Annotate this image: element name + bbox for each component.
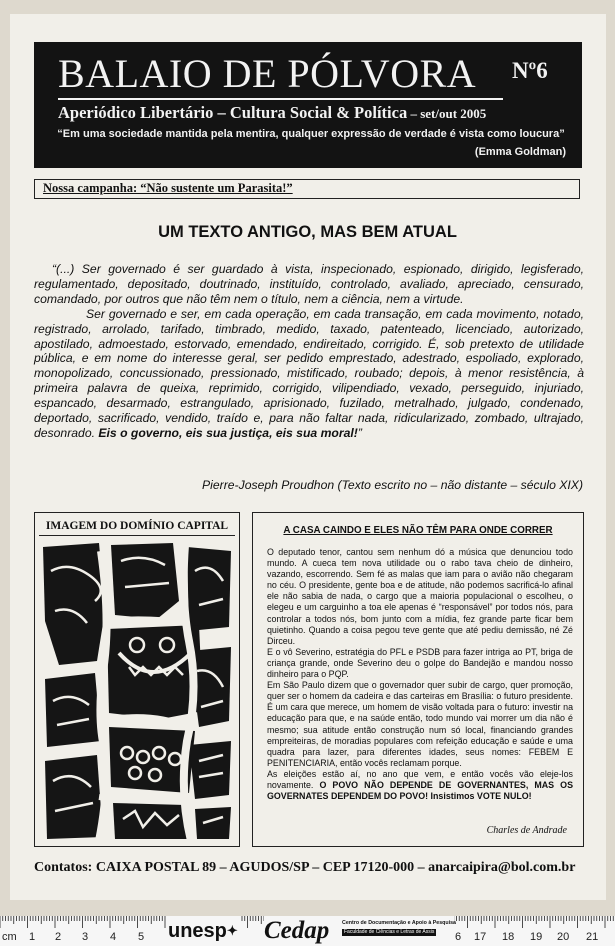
ruler-label: 1 <box>29 931 36 943</box>
article-signature: Pierre-Joseph Proudhon (Texto escrito no – não distante – século XIX) <box>202 478 583 492</box>
newsletter-subtitle <box>58 103 486 123</box>
ruler-unit: cm <box>2 931 17 943</box>
article-paragraph-2 <box>34 307 584 441</box>
ruler-label: 3 <box>82 931 89 943</box>
ruler-label: 17 <box>474 931 487 943</box>
contacts-line: Contatos: CAIXA POSTAL 89 – AGUDOS/SP – CEP 17120-000 – anarcaipira@bol.com.br <box>34 860 576 875</box>
article-paragraph-2-bold: Eis o governo, eis sua justiça, eis sua moral! <box>98 425 358 440</box>
cedap-faculty: Faculdade de Ciências e Letras de Assis <box>344 929 435 935</box>
ruler-label: 6 <box>455 931 462 943</box>
news-box <box>252 512 584 847</box>
ruler-label: 5 <box>138 931 145 943</box>
news-paragraph-3: Em São Paulo dizem que o governador quer subir de cargo, quer promoção, quer ser o homem da cadeira e das carteiras em Brasília: o futuro presidente. É um cara que merece, um homem de visão voltada para o futuro: investir na educação para que, e na saúde então, todo mundo vai morrer um dia não é mesmo; sua atitude então construção num só local, financiando grandes empreiteiras, de moradias populares com refeição educação e saúde e uma quadra para lazer, para diferentes idades, seus nomes: FEBEM E PENITENCIARIA, então vocês reclamam porque. <box>267 680 573 768</box>
subtitle-text: Aperiódico Libertário – Cultura Social & Política <box>58 103 408 122</box>
news-signature: Charles de Andrade <box>486 825 567 836</box>
article-paragraph-2-end: ” <box>357 425 362 440</box>
news-paragraph-4 <box>267 769 573 802</box>
news-paragraph-4-bold: O POVO NÃO DEPENDE DE GOVERNANTES, MAS OS GOVERNATES DEPENDEM DO POVO! Insistimos VOTE NULO! <box>267 779 573 802</box>
issue-number: Nº6 <box>512 58 548 83</box>
ruler-label: 19 <box>530 931 543 943</box>
article-title: UM TEXTO ANTIGO, MAS BEM ATUAL <box>158 223 457 241</box>
cedap-logo-text: Cedap <box>264 917 330 944</box>
capital-woodcut-illustration <box>39 541 235 843</box>
scan-ruler <box>0 916 615 946</box>
newsletter-title: BALAIO DE PÓLVORA <box>58 50 503 100</box>
ruler-label: 4 <box>110 931 117 943</box>
campaign-banner <box>34 179 580 199</box>
ruler-label: 21 <box>586 931 599 943</box>
ruler-label: 18 <box>502 931 515 943</box>
unesp-logo-text: unesp <box>168 920 227 942</box>
news-paragraph-1: O deputado tenor, cantou sem nenhum dó a música que denunciou todo mundo. A cueca tem nova utilidade ou o rabo tava cheio de dinheiro, vazando, escorrendo. Sem fé as malas que iam para o avião não chegaram no céu. O presidente, gente boa e de atitude, não podemos sacrificá-lo afinal ele não sabia de nada, o cargo que a maioria populacional o escolheu, o elegeu e um carguinho a toa ele apenas é “responsável” por todos nós, para controlar a todos nós, bom junto com a mídia, fez grande parte ficar bem quietinho. Quando a coisa pegou teve gente que até pediu demissão, né Zé Dirceu. <box>267 547 573 646</box>
article-body <box>34 262 584 441</box>
masthead-quote: “Em uma sociedade mantida pela mentira, qualquer expressão de verdade é vista como loucura” <box>57 128 565 140</box>
article-paragraph-1: “(...) Ser governado é ser guardado à vista, inspecionado, espionado, dirigido, legisferado, regulamentado, depositado, doutrinado, instituído, controlado, avaliado, apreciado, censurado, comandado, por outros que não têm nem o título, nem a ciência, nem a virtude. <box>34 262 584 306</box>
news-paragraph-2: E o vô Severino, estratégia do PFL e PSDB para fazer intriga ao PT, briga de criança grande, onde Severino deu o golpe do Bandejão e mandou nosso dinheiro para o PQP. <box>267 646 573 680</box>
image-box <box>34 512 240 847</box>
masthead <box>34 42 582 168</box>
image-box-title: IMAGEM DO DOMÍNIO CAPITAL <box>39 517 235 536</box>
article-paragraph-2-text: Ser governado e ser, em cada operação, em cada transação, em cada movimento, notado, registrado, arrolado, tarifado, timbrado, medido, taxado, patenteado, licenciado, autorizado, apostilado, admoestado, estorvado, emendado, endireitado, corrigido. É, sob pretexto de utilidade pública, e em nome do interesse geral, ser pedido emprestado, adestrado, espoliado, explorado, monopolizado, concussionado, pressionado, mistificado, roubado; depois, à menor resistência, à primeira palavra de queixa, reprimido, corrigido, vilipendiado, vexado, perseguido, injuriado, espancado, desarmado, estrangulado, aprisionado, fuzilado, metralhado, julgado, condenado, deportado, sacrificado, vendido, traído e, para não faltar nada, ridicularizado, zombado, ultrajado, desonrado. <box>34 306 584 440</box>
quote-author: (Emma Goldman) <box>474 146 566 158</box>
news-title: A CASA CAINDO E ELES NÃO TÊM PARA ONDE CORRER <box>283 525 553 536</box>
news-body <box>267 547 573 802</box>
news-paragraph-4-text: As eleições estão aí, no ano que vem, e então vocês vão eleje-los novamente. <box>267 768 573 790</box>
cedap-description: Centro de Documentação e Apoio à Pesquisa <box>342 920 457 926</box>
cedap-logo <box>264 916 457 946</box>
ruler-label: 20 <box>557 931 570 943</box>
gear-icon: ✦ <box>226 923 238 938</box>
unesp-logo <box>166 916 240 946</box>
campaign-text: Nossa campanha: “Não sustente um Parasita!” <box>43 181 293 195</box>
ruler-label: 2 <box>55 931 62 943</box>
issue-date: – set/out 2005 <box>407 106 487 121</box>
